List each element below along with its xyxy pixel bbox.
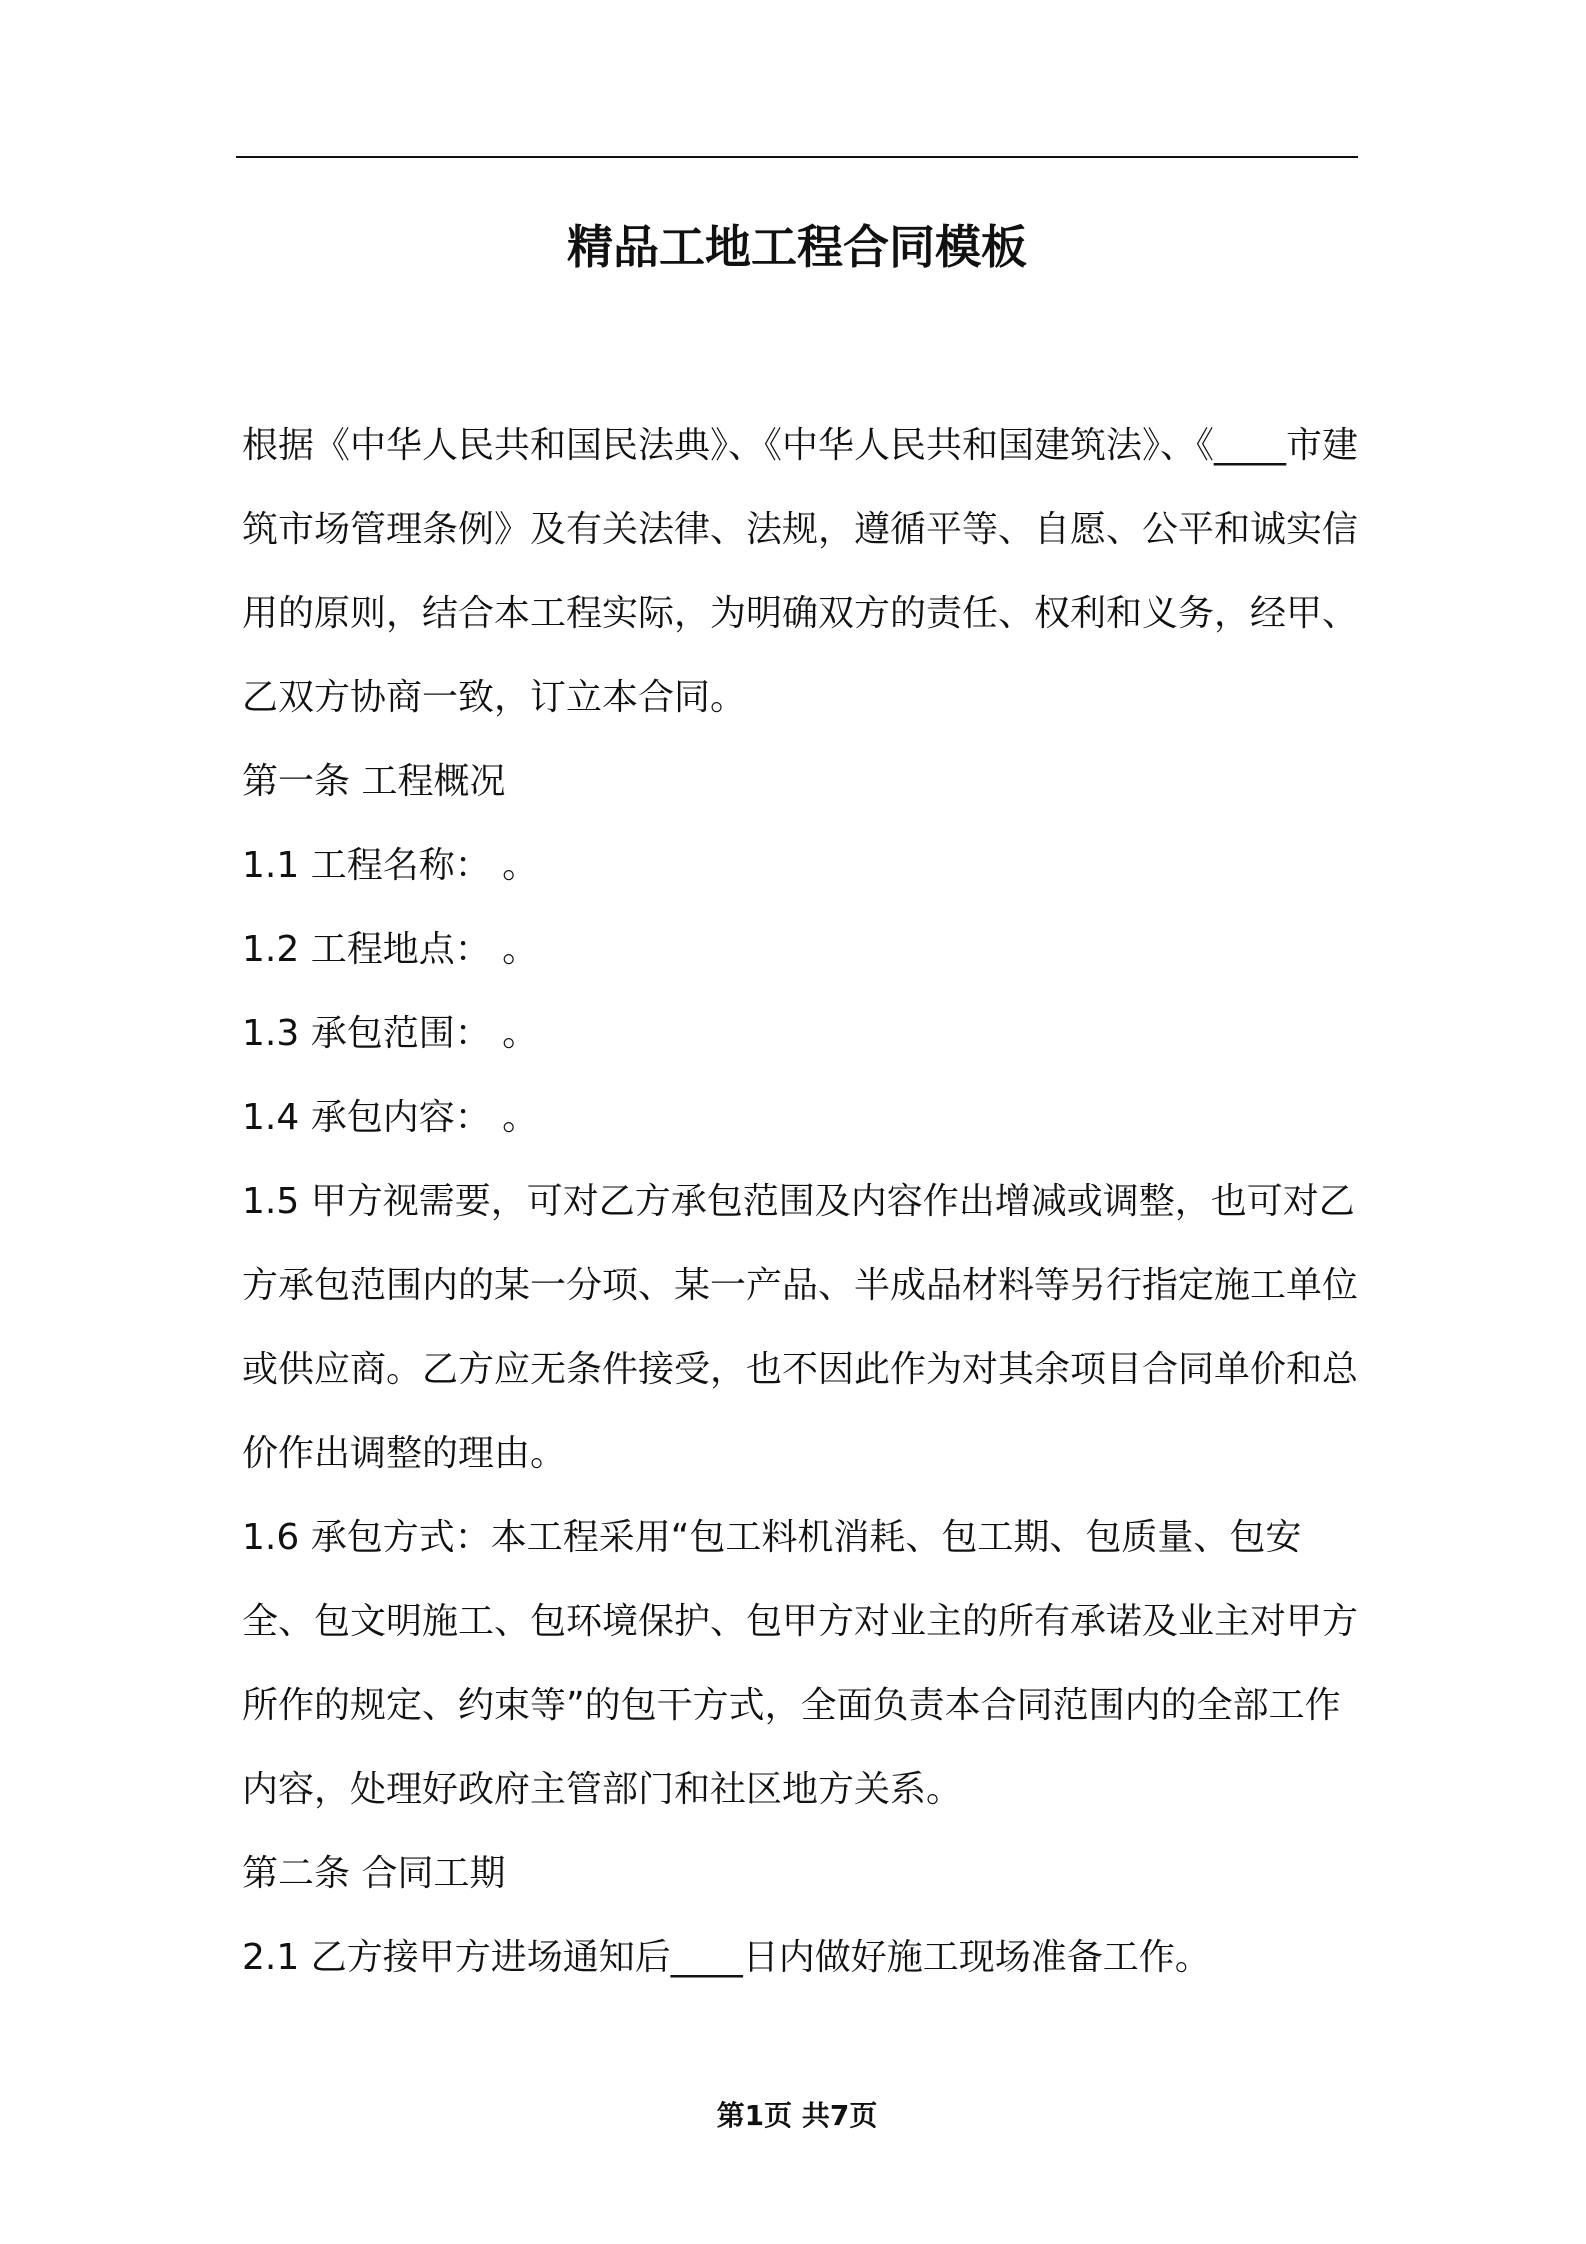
current-page-number: 1 (744, 2099, 765, 2132)
article-2-heading: 第二条 合同工期 (242, 1853, 506, 1894)
clause-1-2: 1.2 工程地点： 。 (242, 929, 539, 970)
page-label-prefix: 第 (716, 2099, 745, 2132)
document-title: 精品工地工程合同模板 (567, 220, 1027, 274)
clause-1-3: 1.3 承包范围： 。 (242, 1013, 539, 1054)
header-rule (236, 156, 1358, 158)
page-number-footer (236, 2096, 1358, 2136)
clause-1-5: 1.5 甲方视需要，可对乙方承包范围及内容作出增减或调整，也可对乙方承包范围内的某一分项、某一产品、半成品材料等另行指定施工单位或供应商。乙方应无条件接受，也不因此作为对其余项目合同单价和总价作出调整的理由。 (242, 1181, 1359, 1474)
intro-paragraph: 根据《中华人民共和国民法典》、《中华人民共和国建筑法》、《____市建筑市场管理条例》及有关法律、法规，遵循平等、自愿、公平和诚实信用的原则，结合本工程实际，为明确双方的责任、权利和义务，经甲、乙双方协商一致，订立本合同。 (242, 425, 1359, 718)
clause-1-6: 1.6 承包方式：本工程采用“包工料机消耗、包工期、包质量、包安全、包文明施工、包环境保护、包甲方对业主的所有承诺及业主对甲方所作的规定、约束等”的包干方式，全面负责本合同范围内的全部工作内容，处理好政府主管部门和社区地方关系。 (242, 1517, 1359, 1810)
page-label-mid: 页 共 (764, 2099, 830, 2132)
total-pages-number: 7 (829, 2099, 850, 2132)
clause-1-1: 1.1 工程名称： 。 (242, 845, 539, 886)
article-1-heading: 第一条 工程概况 (242, 761, 506, 802)
clause-1-4: 1.4 承包内容： 。 (242, 1097, 539, 1138)
document-body (242, 404, 1358, 2000)
clause-2-1: 2.1 乙方接甲方进场通知后____日内做好施工现场准备工作。 (242, 1937, 1211, 1978)
page-label-suffix: 页 (849, 2099, 878, 2132)
